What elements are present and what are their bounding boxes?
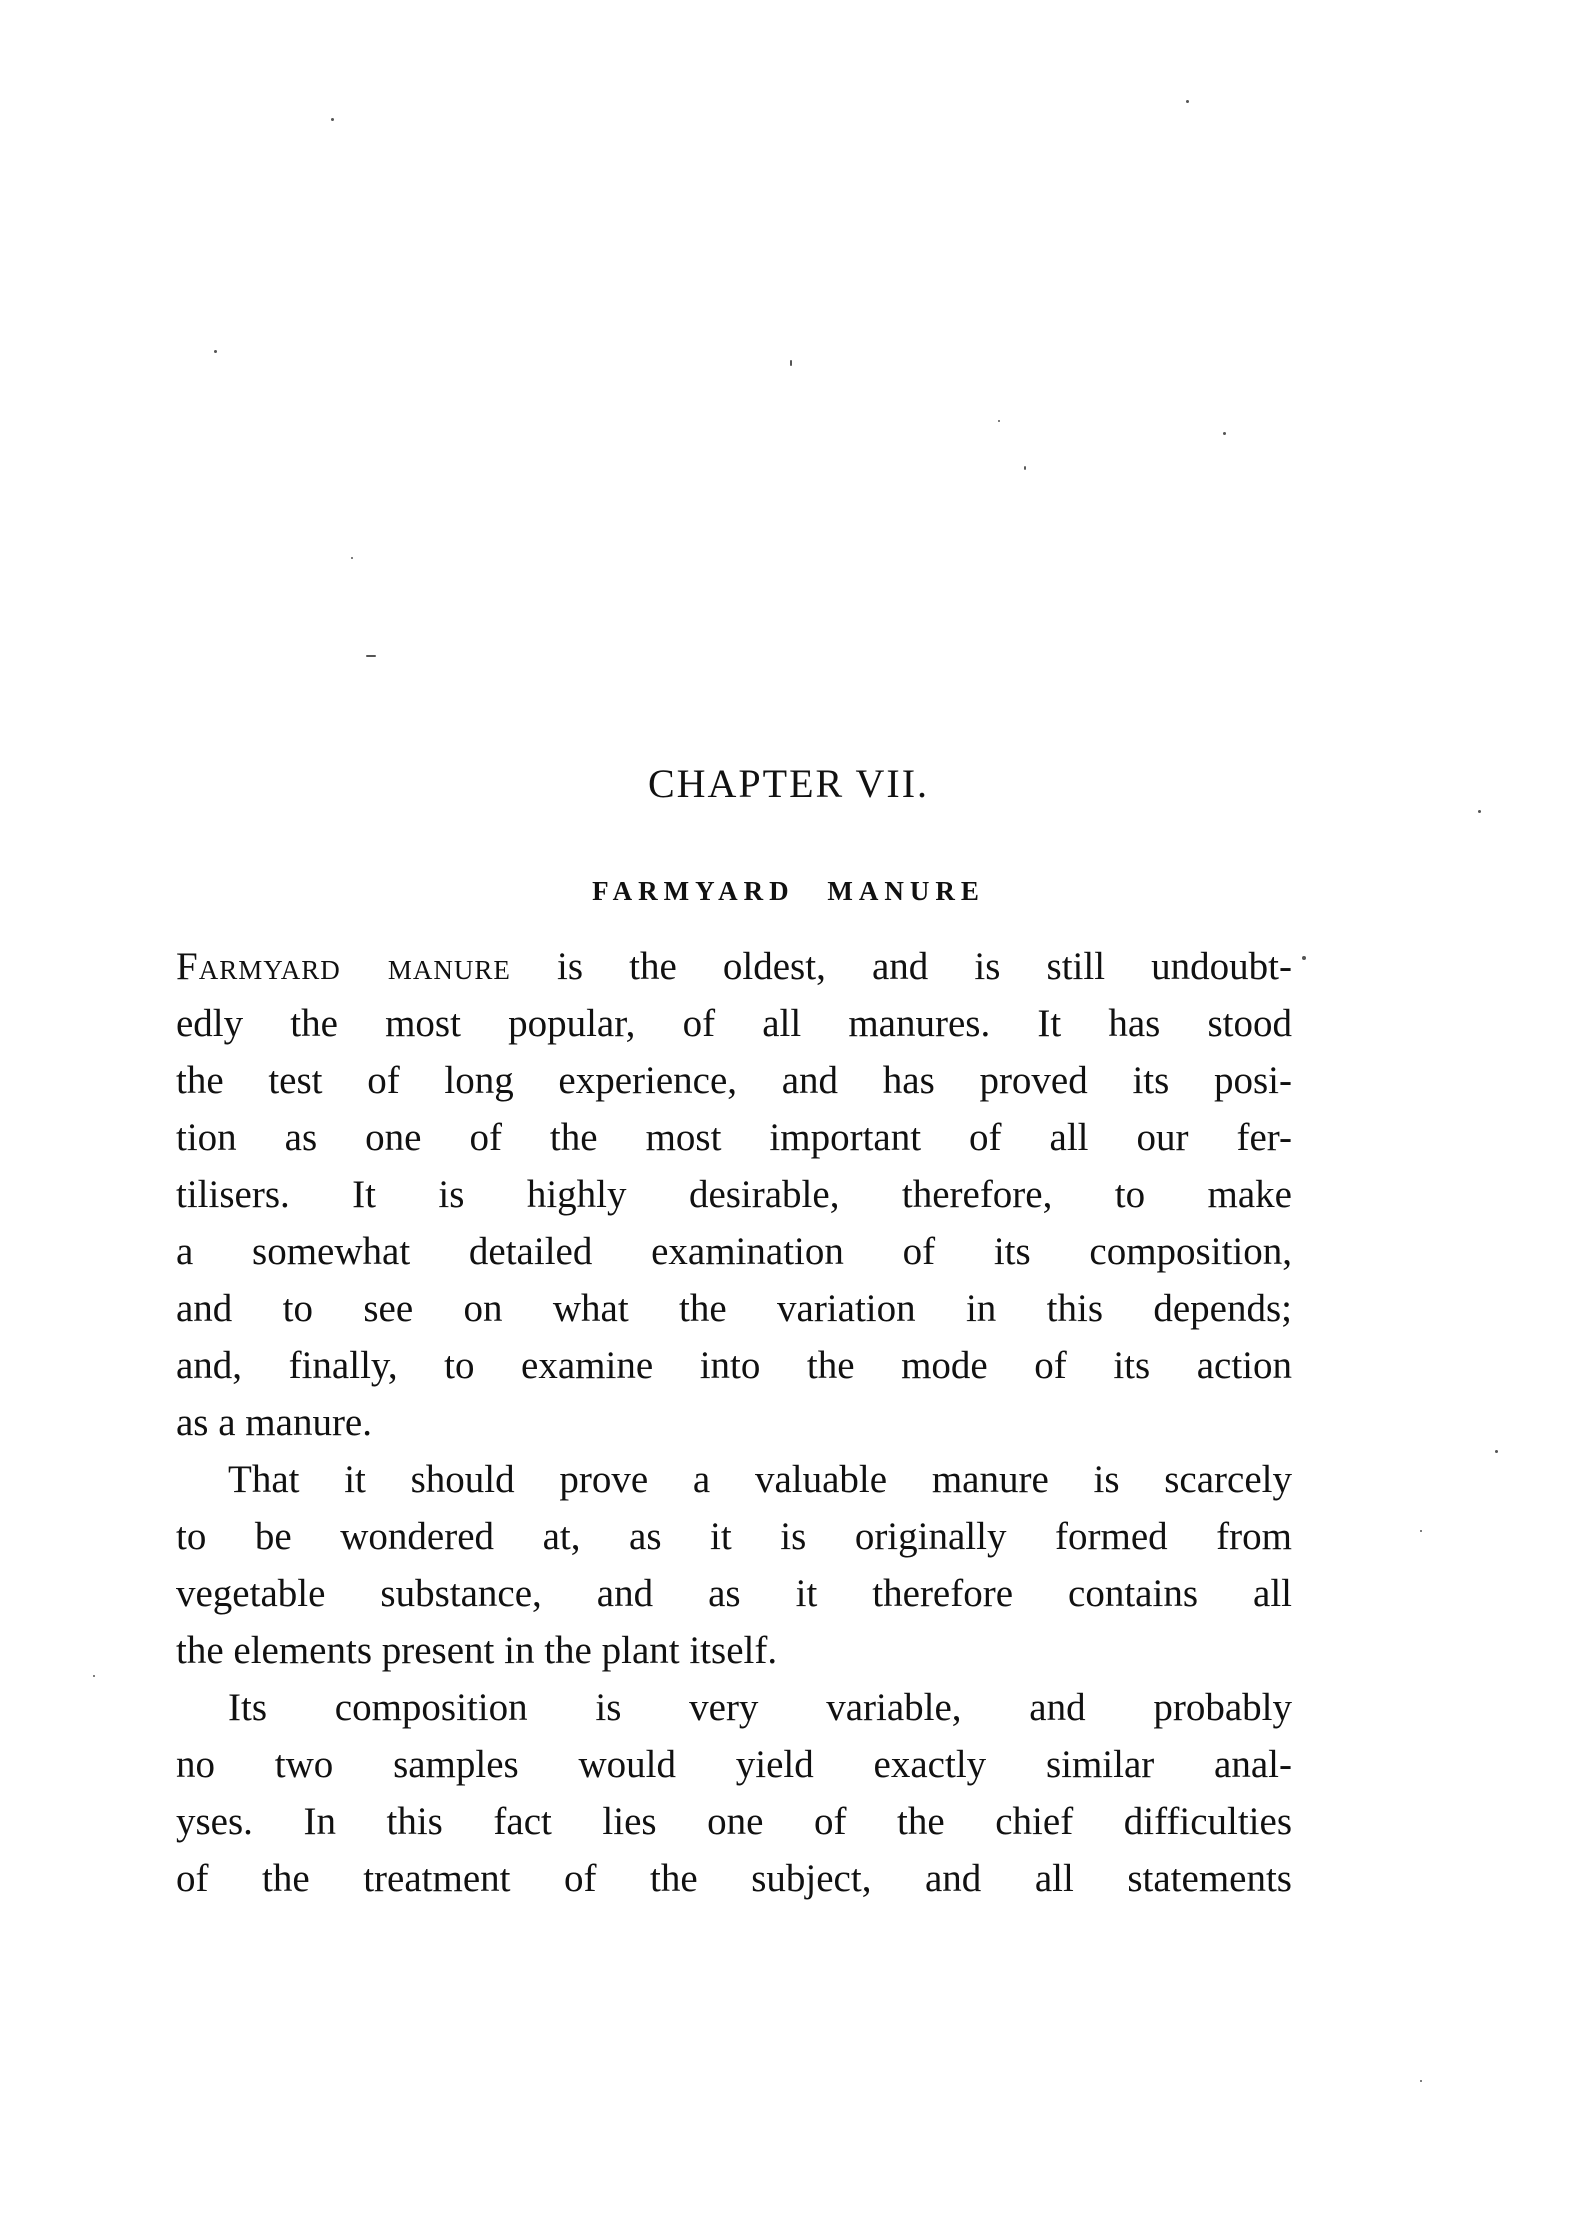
lead-in-small-caps: Farmyard manure — [176, 945, 511, 988]
text-line: and, finally, to examine into the mode of its action — [176, 1344, 1292, 1387]
text-line: the test of long experience, and has proved its posi- — [176, 1059, 1292, 1102]
scan-speck — [351, 557, 353, 559]
scan-speck — [1478, 810, 1481, 813]
text-line: tion as one of the most important of all our fer- — [176, 1116, 1292, 1159]
scan-speck — [331, 118, 334, 121]
text-line: as a manure. — [176, 1401, 372, 1444]
text-line: to be wondered at, as it is originally formed from — [176, 1515, 1292, 1558]
scan-speck — [1495, 1450, 1498, 1453]
scan-speck — [998, 420, 1000, 422]
text-line: Farmyard manure is the oldest, and is still undoubt- — [176, 945, 1292, 988]
scan-speck — [93, 1675, 95, 1677]
chapter-title: CHAPTER VII. — [647, 761, 930, 806]
text-line: vegetable substance, and as it therefore contains all — [176, 1572, 1292, 1615]
scan-speck — [214, 350, 217, 353]
text-line: of the treatment of the subject, and all statements — [176, 1857, 1292, 1900]
scan-speck — [1186, 100, 1189, 103]
chapter-subtitle: FARMYARD MANURE — [592, 876, 985, 906]
text-line: Its composition is very variable, and probably — [228, 1686, 1292, 1729]
scan-speck — [366, 655, 376, 657]
text-line: and to see on what the variation in this depends; — [176, 1287, 1292, 1330]
text-line: edly the most popular, of all manures. It has stood — [176, 1002, 1292, 1045]
scan-speck — [1420, 2080, 1422, 2082]
text-line: That it should prove a valuable manure is scarcely — [228, 1458, 1292, 1501]
scan-speck — [1024, 466, 1026, 470]
text-line: no two samples would yield exactly similar anal- — [176, 1743, 1292, 1786]
text-line: tilisers. It is highly desirable, therefore, to make — [176, 1173, 1292, 1216]
scan-speck — [1302, 956, 1306, 960]
scan-speck — [790, 360, 792, 366]
text-line: yses. In this fact lies one of the chief difficulties — [176, 1800, 1292, 1843]
text-line: the elements present in the plant itself. — [176, 1629, 778, 1672]
body-text — [176, 938, 1292, 1907]
scan-speck — [1223, 432, 1226, 435]
scan-speck — [1420, 1530, 1422, 1532]
text-line: a somewhat detailed examination of its composition, — [176, 1230, 1292, 1273]
